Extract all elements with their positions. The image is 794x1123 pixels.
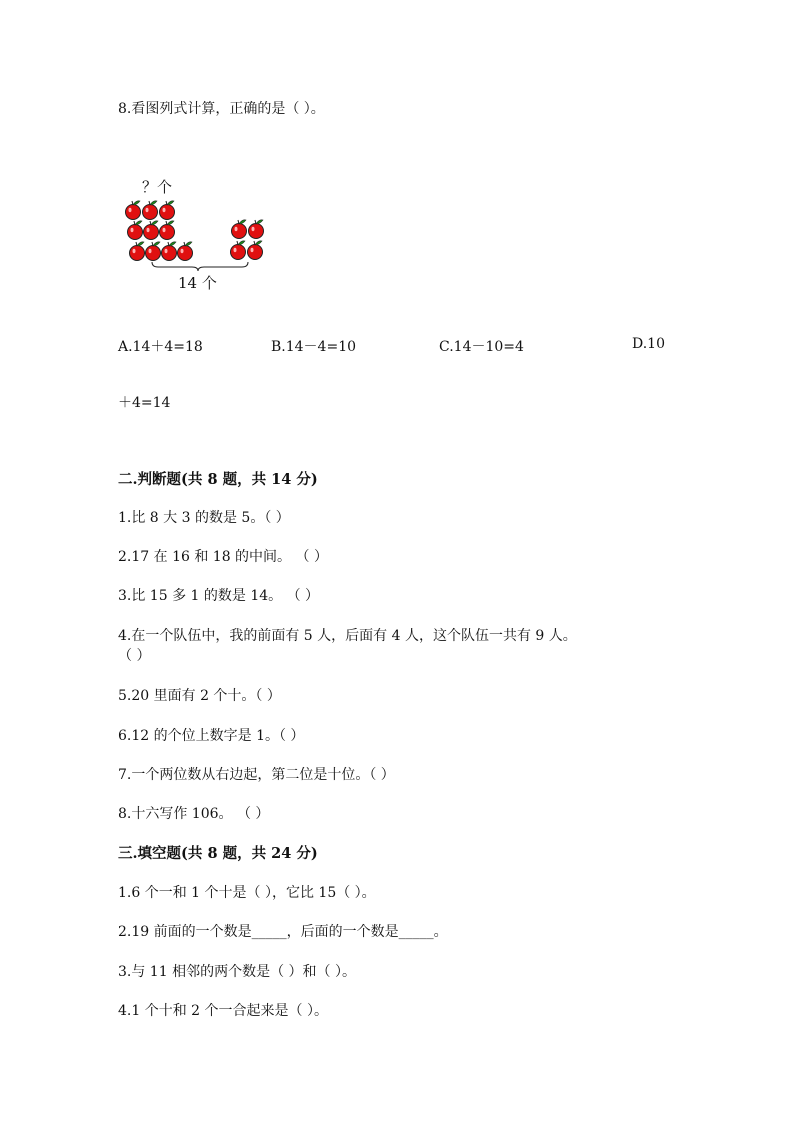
judge-item-5: 5.20 里面有 2 个十。（ ） (118, 688, 281, 704)
fill-item-3: 3.与 11 相邻的两个数是（ ）和（ ）。 (118, 964, 356, 980)
apple-icon (128, 221, 143, 240)
apple-icon (249, 220, 264, 239)
judge-item-8: 8.十六写作 106。 （ ） (118, 806, 270, 822)
option-c: C.14－10=4 (439, 339, 524, 355)
judge-item-6: 6.12 的个位上数字是 1。（ ） (118, 728, 305, 744)
apple-icon (143, 201, 158, 220)
apple-icon (162, 242, 177, 261)
apple-icon (160, 201, 175, 220)
apple-figure (118, 172, 278, 292)
fill-item-4: 4.1 个十和 2 个一合起来是（ ）。 (118, 1003, 328, 1019)
judge-item-1: 1.比 8 大 3 的数是 5。（ ） (118, 510, 290, 526)
judge-item-2: 2.17 在 16 和 18 的中间。 （ ） (118, 549, 328, 565)
option-a: A.14＋4=18 (118, 339, 203, 355)
figure-bottom-label: 14 个 (178, 274, 217, 292)
option-b: B.14－4=10 (271, 339, 357, 355)
judge-item-3: 3.比 15 多 1 的数是 14。 （ ） (118, 588, 320, 604)
judge-item-4: 4.在一个队伍中，我的前面有 5 人，后面有 4 人，这个队伍一共有 9 人。 (118, 628, 577, 644)
fill-item-2: 2.19 前面的一个数是_____，后面的一个数是_____。 (118, 924, 448, 940)
judge-item-7: 7.一个两位数从右边起，第二位是十位。（ ） (118, 767, 395, 783)
section-2-title: 二.判断题(共 8 题，共 14 分) (118, 471, 318, 488)
option-d-continuation: ＋4=14 (118, 395, 171, 411)
figure-top-label: ？个 (142, 178, 173, 196)
total-brace (152, 262, 248, 271)
section-3-title: 三.填空题(共 8 题，共 24 分) (118, 845, 318, 862)
apple-icon (146, 242, 161, 261)
judge-item-4-answer: （ ） (118, 648, 151, 664)
fill-item-1: 1.6 个一和 1 个十是（ ），它比 15（ ）。 (118, 885, 376, 901)
apple-icon (130, 242, 145, 261)
apple-icon (160, 221, 175, 240)
option-d: D.10 (632, 336, 665, 352)
question-8-text: 8.看图列式计算，正确的是（ ）。 (118, 101, 325, 117)
apple-icon (232, 220, 247, 239)
apple-icon (231, 241, 246, 260)
apple-icon (248, 241, 263, 260)
apple-icon (144, 221, 159, 240)
apple-icon (178, 242, 193, 261)
apple-icon (126, 201, 141, 220)
